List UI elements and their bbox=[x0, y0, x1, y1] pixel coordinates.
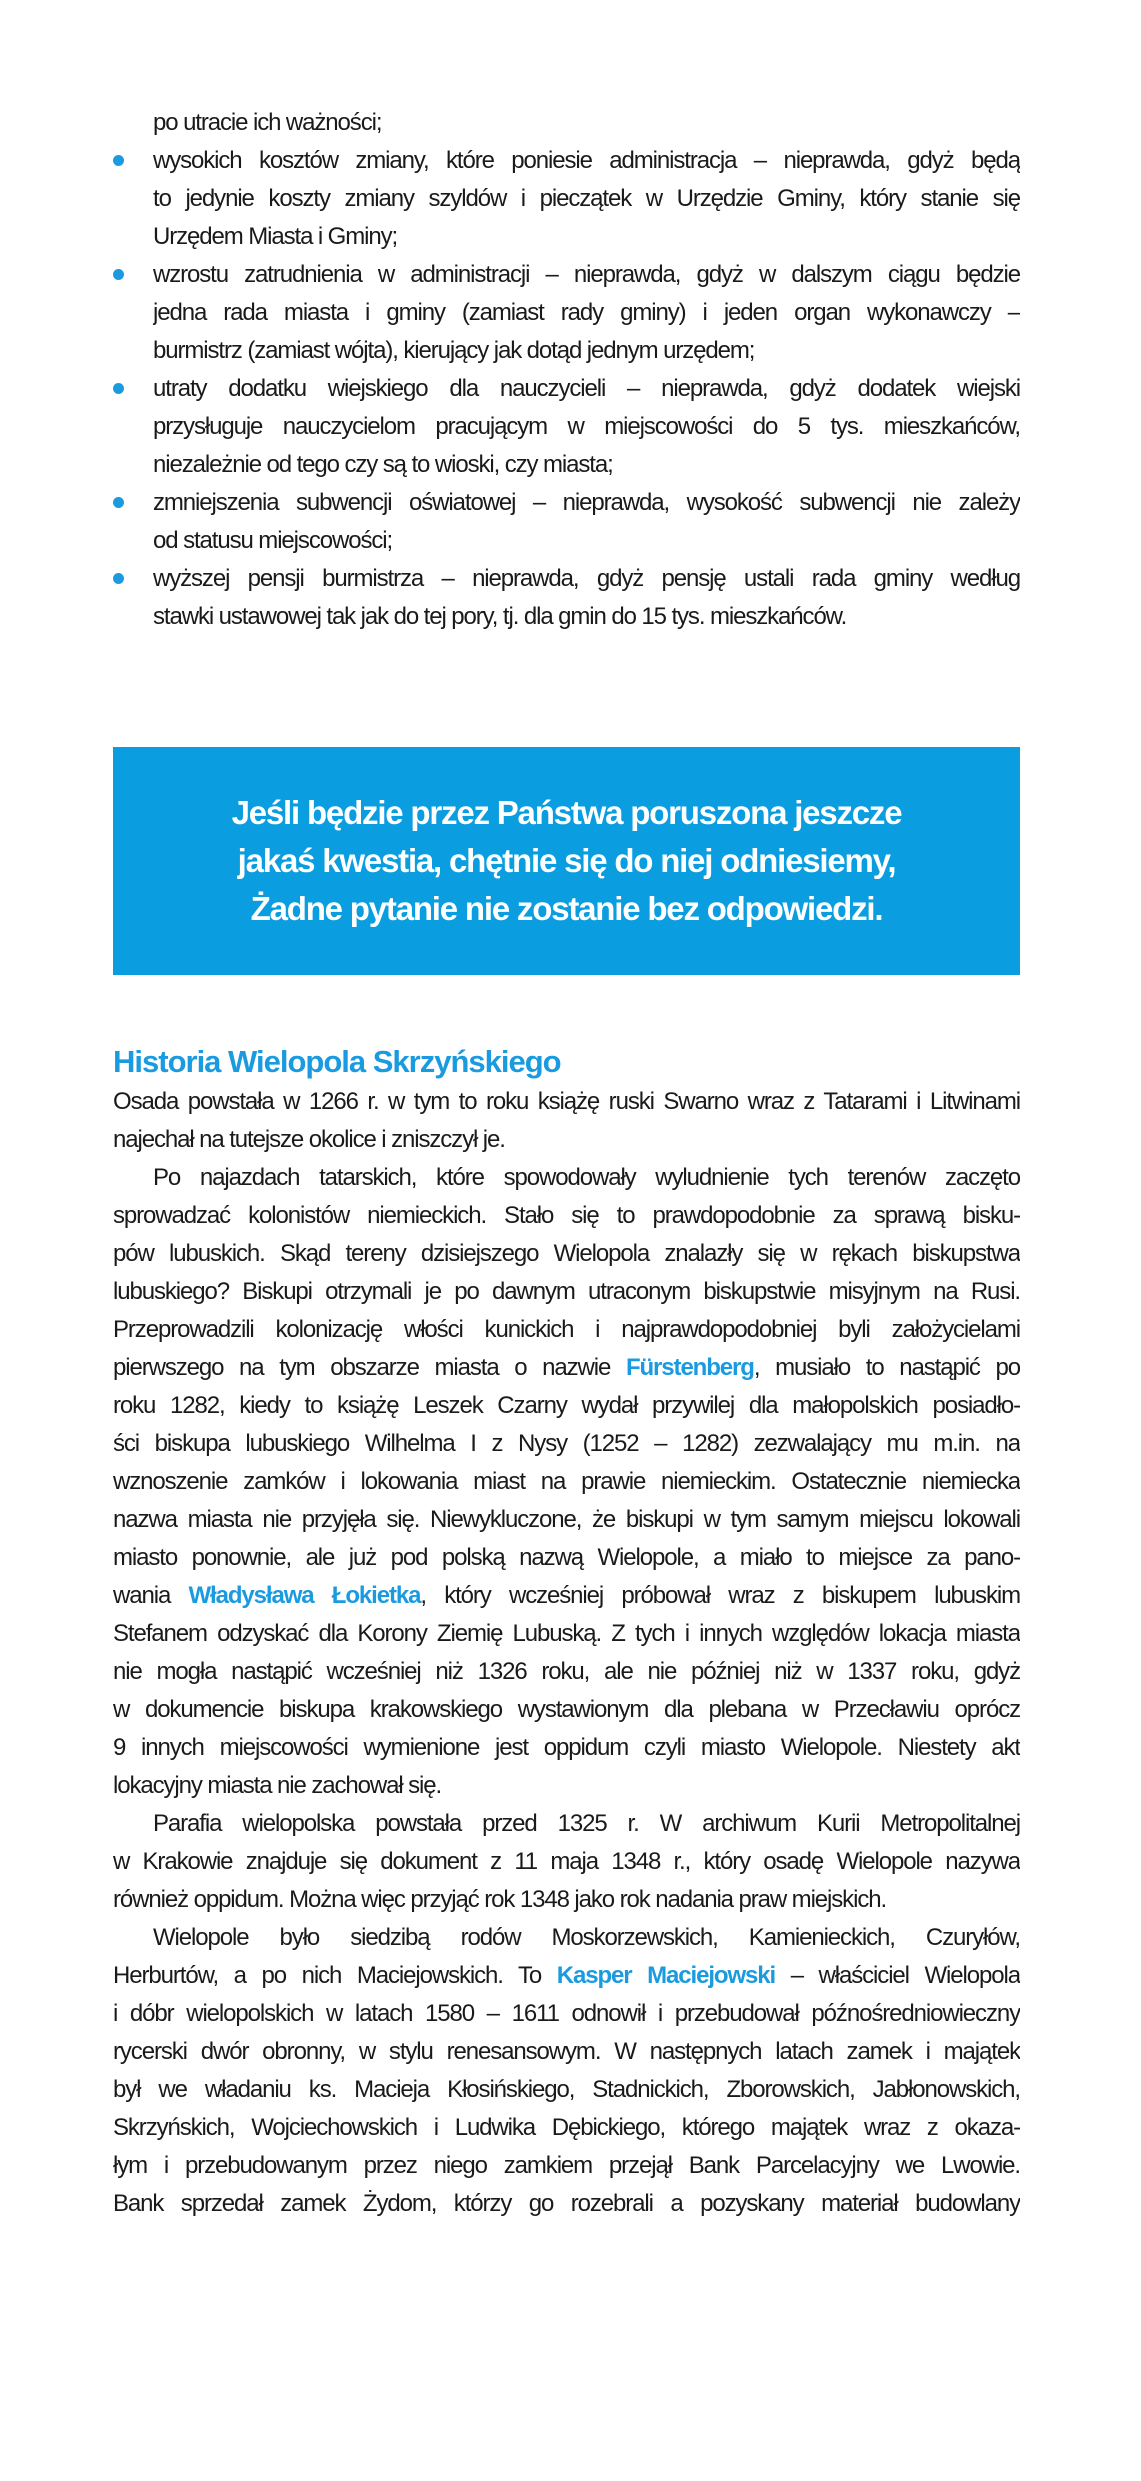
paragraph-line: miasto ponownie, ale już pod polską nazwą Wielopole, a miało to miejsce za pano- bbox=[113, 1544, 1020, 1571]
text-segment: , który wcześniej próbował wraz z biskupem lubuskim bbox=[420, 1582, 1020, 1609]
bullet-dot-icon bbox=[113, 573, 124, 584]
bullet-line: wysokich kosztów zmiany, które poniesie administracja – nieprawda, gdyż będą bbox=[153, 147, 1020, 174]
history-body bbox=[113, 1083, 1020, 2223]
paragraph-line: nazwa miasta nie przyjęła się. Niewykluczone, że biskupi w tym samym miejscu lokowali bbox=[113, 1506, 1020, 1533]
paragraph-line: ści biskupa lubuskiego Wilhelma I z Nysy (1252 – 1282) zezwalający mu m.in. na bbox=[113, 1430, 1020, 1457]
bullet-item bbox=[113, 484, 1020, 560]
paragraph-line: łym i przebudowanym przez niego zamkiem przejął Bank Parcelacyjny we Lwowie. bbox=[113, 2152, 1020, 2179]
section-heading: Historia Wielopola Skrzyńskiego bbox=[113, 1044, 561, 1079]
bullet-item bbox=[113, 142, 1020, 256]
paragraph-line: pów lubuskich. Skąd tereny dzisiejszego Wielopola znalazły się w rękach biskupstwa bbox=[113, 1240, 1020, 1267]
callout-line: Żadne pytanie nie zostanie bez odpowiedzi. bbox=[250, 890, 883, 927]
bullet-line: od statusu miejscowości; bbox=[153, 527, 393, 554]
callout-line: jakaś kwestia, chętnie się do niej odniesiemy, bbox=[237, 842, 896, 879]
paragraph-line: był we władaniu ks. Macieja Kłosińskiego, Stadnickich, Zborowskich, Jabłonowskich, bbox=[113, 2076, 1020, 2103]
bullet-line: niezależnie od tego czy są to wioski, czy miasta; bbox=[153, 451, 613, 478]
bullet-dot-icon bbox=[113, 155, 124, 166]
bullet-line: burmistrz (zamiast wójta), kierujący jak dotąd jednym urzędem; bbox=[153, 337, 755, 364]
bullet-line: to jedynie koszty zmiany szyldów i pieczątek w Urzędzie Gminy, który stanie się bbox=[153, 185, 1020, 212]
bullet-item bbox=[113, 560, 1020, 636]
paragraph-line bbox=[113, 1577, 1020, 1615]
highlighted-name: Kasper Maciejowski bbox=[556, 1962, 776, 1989]
bullet-line: wyższej pensji burmistrza – nieprawda, gdyż pensję ustali rada gminy według bbox=[153, 565, 1020, 592]
bullet-line: Urzędem Miasta i Gminy; bbox=[153, 223, 398, 250]
paragraph-line: lokacyjny miasta nie zachował się. bbox=[113, 1772, 442, 1799]
highlighted-name: Władysława Łokietka bbox=[188, 1582, 421, 1609]
text-segment: , musiało to nastąpić po bbox=[753, 1354, 1020, 1381]
bullet-line: jedna rada miasta i gminy (zamiast rady gminy) i jeden organ wykonawczy – bbox=[153, 299, 1020, 326]
text-segment: wania bbox=[113, 1582, 189, 1609]
paragraph-line: w Krakowie znajduje się dokument z 11 maja 1348 r., który osadę Wielopole nazywa bbox=[113, 1848, 1020, 1875]
paragraph-line: Parafia wielopolska powstała przed 1325 r. W archiwum Kurii Metropolitalnej bbox=[153, 1810, 1020, 1837]
paragraph-line: w dokumencie biskupa krakowskiego wystawionym dla plebana w Przecławiu oprócz bbox=[113, 1696, 1020, 1723]
callout-line: Jeśli będzie przez Państwa poruszona jeszcze bbox=[231, 794, 902, 831]
text-segment: pierwszego na tym obszarze miasta o nazwie bbox=[113, 1354, 626, 1381]
paragraph-line: Wielopole było siedzibą rodów Moskorzewskich, Kamienieckich, Czuryłów, bbox=[153, 1924, 1020, 1951]
paragraph-line: Stefanem odzyskać dla Korony Ziemię Lubuską. Z tych i innych względów lokacja miasta bbox=[113, 1620, 1020, 1647]
paragraph-line: również oppidum. Można więc przyjąć rok 1348 jako rok nadania praw miejskich. bbox=[113, 1886, 887, 1913]
bullet-dot-icon bbox=[113, 497, 124, 508]
paragraph-line: 9 innych miejscowości wymienione jest oppidum czyli miasto Wielopole. Niestety akt bbox=[113, 1734, 1020, 1761]
paragraph-line: Skrzyńskich, Wojciechowskich i Ludwika Dębickiego, którego majątek wraz z okaza- bbox=[113, 2114, 1020, 2141]
bullet-dot-icon bbox=[113, 383, 124, 394]
paragraph-line: najechał na tutejsze okolice i zniszczył je. bbox=[113, 1126, 505, 1153]
bullet-line: utraty dodatku wiejskiego dla nauczycieli – nieprawda, gdyż dodatek wiejski bbox=[153, 375, 1020, 402]
paragraph-line: i dóbr wielopolskich w latach 1580 – 1611 odnowił i przebudował późnośredniowieczny bbox=[113, 2000, 1020, 2027]
paragraph-line: wznoszenie zamków i lokowania miast na prawie niemieckim. Ostatecznie niemiecka bbox=[113, 1468, 1020, 1495]
paragraph-line: Po najazdach tatarskich, które spowodowały wyludnienie tych terenów zaczęto bbox=[153, 1164, 1020, 1191]
text-segment: – właściciel Wielopola bbox=[775, 1962, 1020, 1989]
paragraph-line: Przeprowadzili kolonizację włości kunickich i najprawdopodobniej byli założycielami bbox=[113, 1316, 1020, 1343]
paragraph-line: roku 1282, kiedy to książę Leszek Czarny wydał przywilej dla małopolskich posiadło- bbox=[113, 1392, 1020, 1419]
callout-box bbox=[113, 747, 1020, 975]
paragraph-line: Bank sprzedał zamek Żydom, którzy go rozebrali a pozyskany materiał budowlany bbox=[113, 2190, 1020, 2217]
bullet-list bbox=[113, 104, 1020, 636]
paragraph-line: Osada powstała w 1266 r. w tym to roku książę ruski Swarno wraz z Tatarami i Litwinami bbox=[113, 1088, 1020, 1115]
paragraph-line: rycerski dwór obronny, w stylu renesansowym. W następnych latach zamek i majątek bbox=[113, 2038, 1020, 2065]
bullet-item bbox=[113, 256, 1020, 370]
highlighted-name: Fürstenberg bbox=[625, 1354, 754, 1381]
bullet-line: stawki ustawowej tak jak do tej pory, tj. dla gmin do 15 tys. mieszkańców. bbox=[153, 603, 847, 630]
bullet-dot-icon bbox=[113, 269, 124, 280]
text-segment: Herburtów, a po nich Maciejowskich. To bbox=[113, 1962, 557, 1989]
paragraph-line: sprowadzać kolonistów niemieckich. Stało się to prawdopodobnie za sprawą bisku- bbox=[113, 1202, 1020, 1229]
paragraph-line: nie mogła nastąpić wcześniej niż 1326 roku, ale nie później niż w 1337 roku, gdyż bbox=[113, 1658, 1020, 1685]
paragraph-line: lubuskiego? Biskupi otrzymali je po dawnym utraconym biskupstwie misyjnym na Rusi. bbox=[113, 1278, 1020, 1305]
paragraph-line bbox=[113, 1349, 1020, 1387]
bullet-continuation: po utracie ich ważności; bbox=[153, 109, 382, 136]
bullet-line: przysługuje nauczycielom pracującym w miejscowości do 5 tys. mieszkańców, bbox=[153, 413, 1020, 440]
bullet-line: wzrostu zatrudnienia w administracji – nieprawda, gdyż w dalszym ciągu będzie bbox=[153, 261, 1020, 288]
bullet-item bbox=[113, 370, 1020, 484]
bullet-line: zmniejszenia subwencji oświatowej – nieprawda, wysokość subwencji nie zależy bbox=[153, 489, 1020, 516]
paragraph-line bbox=[113, 1957, 1020, 1995]
